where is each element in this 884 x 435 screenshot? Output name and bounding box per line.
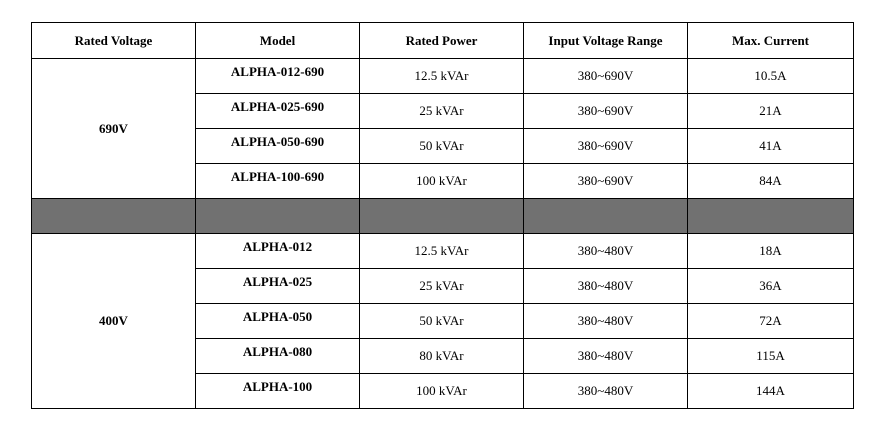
separator-cell [360, 199, 524, 234]
separator-cell [196, 199, 360, 234]
model-cell [196, 304, 360, 339]
separator-cell [524, 199, 688, 234]
header-input-voltage-range: Input Voltage Range [524, 23, 688, 59]
input-voltage-range-cell: 380~480V [524, 374, 688, 409]
rated-power-cell: 12.5 kVAr [360, 234, 524, 269]
separator-cell [32, 199, 196, 234]
max-current-cell: 115A [688, 339, 854, 374]
input-voltage-range-cell: 380~480V [524, 269, 688, 304]
input-voltage-range-cell: 380~480V [524, 339, 688, 374]
rated-power-cell: 12.5 kVAr [360, 59, 524, 94]
max-current-cell: 10.5A [688, 59, 854, 94]
table-row [32, 59, 854, 94]
max-current-cell: 144A [688, 374, 854, 409]
header-rated-power: Rated Power [360, 23, 524, 59]
header-max-current: Max. Current [688, 23, 854, 59]
model-cell [196, 339, 360, 374]
rated-voltage-cell: 400V [32, 234, 196, 409]
max-current-cell: 36A [688, 269, 854, 304]
input-voltage-range-cell: 380~690V [524, 129, 688, 164]
input-voltage-range-cell: 380~480V [524, 304, 688, 339]
rated-power-cell: 25 kVAr [360, 94, 524, 129]
max-current-cell: 41A [688, 129, 854, 164]
rated-power-cell: 80 kVAr [360, 339, 524, 374]
model-cell [196, 234, 360, 269]
model-text: ALPHA-080 [242, 344, 313, 359]
separator-cell [688, 199, 854, 234]
model-text: ALPHA-050-690 [230, 134, 325, 149]
header-model: Model [196, 23, 360, 59]
rated-power-cell: 25 kVAr [360, 269, 524, 304]
spec-table [31, 22, 854, 409]
input-voltage-range-cell: 380~690V [524, 164, 688, 199]
max-current-cell: 72A [688, 304, 854, 339]
separator-row [32, 199, 854, 234]
table-row [32, 234, 854, 269]
model-cell [196, 269, 360, 304]
model-cell [196, 374, 360, 409]
model-text: ALPHA-100 [242, 379, 313, 394]
model-cell [196, 129, 360, 164]
max-current-cell: 84A [688, 164, 854, 199]
model-cell [196, 164, 360, 199]
model-cell [196, 94, 360, 129]
rated-power-cell: 100 kVAr [360, 374, 524, 409]
model-text: ALPHA-100-690 [230, 169, 325, 184]
input-voltage-range-cell: 380~690V [524, 94, 688, 129]
input-voltage-range-cell: 380~480V [524, 234, 688, 269]
model-cell [196, 59, 360, 94]
header-row [32, 23, 854, 59]
model-text: ALPHA-025 [242, 274, 313, 289]
model-text: ALPHA-050 [242, 309, 313, 324]
max-current-cell: 21A [688, 94, 854, 129]
rated-power-cell: 100 kVAr [360, 164, 524, 199]
rated-voltage-cell: 690V [32, 59, 196, 199]
header-rated-voltage: Rated Voltage [32, 23, 196, 59]
max-current-cell: 18A [688, 234, 854, 269]
input-voltage-range-cell: 380~690V [524, 59, 688, 94]
model-text: ALPHA-012-690 [230, 64, 325, 79]
model-text: ALPHA-012 [242, 239, 313, 254]
rated-power-cell: 50 kVAr [360, 304, 524, 339]
model-text: ALPHA-025-690 [230, 99, 325, 114]
rated-power-cell: 50 kVAr [360, 129, 524, 164]
